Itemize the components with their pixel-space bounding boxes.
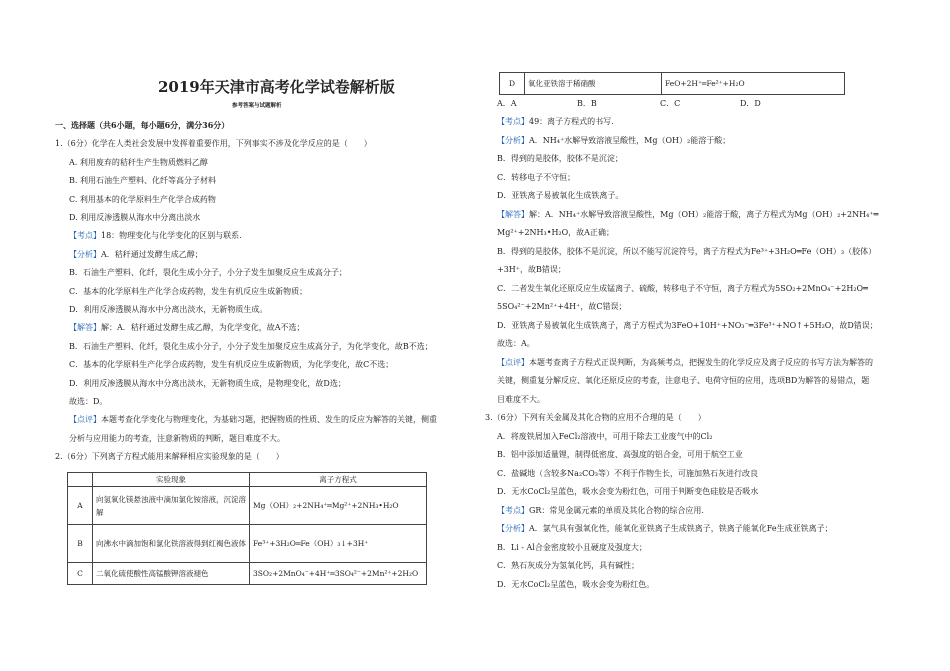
section-tag: 【考点】 bbox=[497, 117, 529, 126]
table-cell: 二氧化硫使酸性高锰酸钾溶液褪色 bbox=[93, 563, 250, 585]
text-line bbox=[497, 116, 614, 127]
line-text: 解：A．NH₄⁺水解导致溶液呈酸性，Mg（OH）₂能溶于酸，离子方程式为Mg（OH）₂+2NH₄⁺═ bbox=[529, 209, 879, 219]
line-text: 18：物理变化与化学变化的区别与联系. bbox=[101, 231, 242, 241]
table-cell: B bbox=[68, 525, 93, 563]
text-line bbox=[55, 138, 372, 149]
line-text: 49：离子方程式的书写. bbox=[529, 117, 614, 126]
line-text: 目难度不大。 bbox=[497, 394, 545, 404]
text-line bbox=[69, 359, 393, 370]
section-tag: 【分析】 bbox=[497, 524, 529, 533]
text-line bbox=[55, 120, 229, 131]
line-text: D．无水CoCl₂呈蓝色，吸水会变为粉红色。 bbox=[497, 579, 655, 589]
text-line bbox=[497, 320, 878, 331]
line-text: C．基本的化学原料生产化学合成药物，发生有机反应生成新物质； bbox=[69, 286, 308, 296]
table-row bbox=[68, 525, 427, 563]
text-line bbox=[69, 175, 216, 186]
line-text: C. 利用基本的化学原料生产化学合成药物 bbox=[69, 194, 216, 204]
line-text: C．二者发生氧化还原反应生成锰离子、硫酸，转移电子不守恒，离子方程式为5SO₂+2MnO₄⁻+2H₂O═ bbox=[497, 283, 868, 293]
table-cell: 氧化亚铁溶于稀硝酸 bbox=[525, 73, 662, 95]
text-line bbox=[497, 560, 639, 571]
section-tag: 【点评】 bbox=[69, 415, 101, 425]
line-text: 5SO₄²⁻+2Mn²⁺+4H⁺，故C错误； bbox=[497, 302, 627, 311]
table-cell: 3SO₂+2MnO₄⁻+4H⁺═3SO₄²⁻+2Mn²⁺+2H₂O bbox=[250, 563, 427, 585]
line-text: A．将废铁屑加入FeCl₂溶液中，可用于除去工业废气中的Cl₂ bbox=[497, 431, 713, 441]
table-row bbox=[68, 563, 427, 585]
section-tag: 【考点】 bbox=[497, 505, 529, 515]
line-text: D．亚铁离子易被氧化生成铁离子。 bbox=[497, 191, 624, 200]
line-text: D. 利用反渗透膜从海水中分离出淡水 bbox=[69, 213, 201, 222]
line-text: 故选：A。 bbox=[497, 339, 535, 348]
table-cell: A bbox=[68, 487, 93, 525]
text-line bbox=[497, 338, 535, 349]
line-text: D．无水CoCl₂呈蓝色，吸水会变为粉红色，可用于判断变色硅胶是否吸水 bbox=[497, 487, 759, 496]
line-text: 故选：D。 bbox=[69, 397, 108, 406]
text-line bbox=[497, 449, 743, 460]
text-line bbox=[69, 267, 347, 278]
line-text: 3.（6分）下列有关金属及其化合物的应用不合理的是（ ） bbox=[485, 413, 706, 422]
text-line bbox=[55, 451, 284, 462]
table-cell: Mg（OH）₂+2NH₄⁺═Mg²⁺+2NH₃•H₂O bbox=[250, 487, 427, 525]
text-line bbox=[497, 301, 626, 312]
text-line bbox=[497, 135, 730, 146]
text-line bbox=[69, 157, 208, 168]
table-cell: 向氢氧化镁悬浊液中滴加氯化铵溶液，沉淀溶解 bbox=[93, 487, 250, 525]
text-line bbox=[497, 264, 566, 275]
text-line bbox=[497, 486, 758, 497]
text-line bbox=[497, 209, 878, 220]
line-text: A．氯气具有强氧化性，能氧化亚铁离子生成铁离子，铁离子能氧化Fe生成亚铁离子； bbox=[529, 524, 833, 533]
line-text: 1.（6分）化学在人类社会发展中发挥着重要作用，下列事实不涉及化学反应的是（ ） bbox=[55, 139, 372, 149]
line-text: D．利用反渗透膜从海水中分离出淡水，无新物质生成。 bbox=[69, 305, 268, 314]
line-text: 解：A．秸秆通过发酵生成乙醇，为化学变化，故A不选； bbox=[101, 323, 305, 333]
text-line bbox=[497, 190, 623, 201]
line-text: C．熟石灰成分为氢氧化钙，具有碱性； bbox=[497, 561, 640, 570]
line-text: 本题考查离子方程式正误判断，为高频考点，把握发生的化学反应及离子反应的书写方法为解答的 bbox=[529, 357, 873, 367]
text-line bbox=[497, 394, 545, 405]
section-tag: 【解答】 bbox=[69, 323, 101, 333]
question2-table-continued bbox=[499, 72, 845, 95]
line-text: A．秸秆通过发酵生成乙醇； bbox=[101, 249, 203, 259]
answer-option: A．A bbox=[497, 99, 517, 108]
text-line bbox=[497, 357, 873, 368]
section-tag: 【解答】 bbox=[497, 209, 529, 219]
line-text: C．基本的化学原料生产化学合成药物，发生有机反应生成新物质，为化学变化，故C不选； bbox=[69, 360, 394, 370]
text-line bbox=[69, 286, 307, 297]
answer-option: C．C bbox=[660, 99, 681, 108]
table-cell: D bbox=[500, 73, 525, 95]
line-text: B．得到的是胶体，胶体不是沉淀； bbox=[497, 154, 623, 163]
text-line bbox=[485, 412, 706, 423]
text-line bbox=[497, 468, 758, 479]
text-line bbox=[497, 431, 712, 442]
text-line bbox=[497, 283, 868, 294]
text-line bbox=[69, 194, 216, 205]
text-line bbox=[69, 304, 267, 315]
line-text: B．铝中添加适量锂，制得低密度、高强度的铝合金，可用于航空工业 bbox=[497, 450, 743, 459]
text-line bbox=[69, 396, 107, 407]
section-tag: 【分析】 bbox=[497, 135, 529, 145]
text-line bbox=[497, 505, 704, 516]
line-text: Mg²⁺+2NH₃•H₂O，故A正确； bbox=[497, 228, 614, 237]
line-text: D．亚铁离子易被氧化生成铁离子，离子方程式为3FeO+10H⁺+NO₃⁻═3Fe³⁺+NO↑+5H₂O，故D错误； bbox=[497, 320, 878, 330]
answer-option: B．B bbox=[577, 99, 597, 108]
line-text: GR：常见金属元素的单质及其化合物的综合应用. bbox=[529, 505, 704, 515]
line-text: B．得到的是胶体，胶体不是沉淀，所以不能写沉淀符号，离子方程式为Fe³⁺+3H₂O═Fe（OH）₃（胶体） bbox=[497, 246, 877, 256]
text-line bbox=[497, 579, 654, 590]
table-header bbox=[68, 473, 93, 487]
text-line bbox=[69, 414, 437, 425]
line-text: C．转移电子不守恒； bbox=[497, 172, 576, 182]
line-text: 分析与应用能力的考查，注意新物质的判断，题目难度不大。 bbox=[69, 433, 285, 443]
page-subtitle: 参考答案与试题解析 bbox=[232, 103, 282, 109]
line-text: +3H⁺，故B错误； bbox=[497, 265, 566, 274]
text-line bbox=[497, 542, 647, 553]
line-text: 本题考查化学变化与物理变化，为基础习题，把握物质的性质、发生的反应为解答的关键，侧重 bbox=[101, 415, 437, 425]
text-line bbox=[69, 212, 200, 223]
line-text: B．石油生产塑料、化纤，裂化生成小分子，小分子发生加聚反应生成高分子； bbox=[69, 268, 347, 278]
line-text: 2.（6分）下列离子方程式能用来解释相应实验现象的是（ ） bbox=[55, 452, 284, 462]
line-text: B．石油生产塑料、化纤，裂化生成小分子，小分子发生加聚反应生成高分子，为化学变化，故B不选； bbox=[69, 341, 433, 351]
text-line bbox=[69, 378, 346, 389]
table-cell: Fe³⁺+3H₂O═Fe（OH）₃↓+3H⁺ bbox=[250, 525, 427, 563]
text-line bbox=[497, 375, 869, 386]
section-tag: 【考点】 bbox=[69, 231, 101, 241]
line-text: 关键，侧重复分解反应、氧化还原反应的考查，注意电子、电荷守恒的应用，选项BD为解答的易错点，题 bbox=[497, 376, 870, 385]
line-text: C．盐碱地（含较多Na₂CO₃等）不利于作物生长，可施加熟石灰进行改良 bbox=[497, 468, 758, 478]
answer-option: D．D bbox=[740, 99, 761, 108]
text-line bbox=[497, 227, 614, 238]
line-text: A. 利用废弃的秸秆生产生物质燃料乙醇 bbox=[69, 157, 208, 167]
text-line bbox=[69, 433, 285, 444]
line-text: 一、选择题（共6小题，每小题6分，满分36分） bbox=[55, 120, 230, 130]
text-line bbox=[497, 523, 833, 534]
line-text: A．NH₄⁺水解导致溶液呈酸性，Mg（OH）₂能溶于酸； bbox=[529, 135, 731, 145]
page-title: 2019年天津市高考化学试卷解析版 bbox=[158, 78, 395, 96]
text-line bbox=[69, 322, 305, 333]
text-line bbox=[497, 246, 876, 257]
table-header: 离子方程式 bbox=[250, 473, 427, 487]
table-header: 实验现象 bbox=[93, 473, 250, 487]
table-cell: C bbox=[68, 563, 93, 585]
table-cell: FeO+2H⁺═Fe²⁺+H₂O bbox=[662, 73, 845, 95]
line-text: B．Li - Al合金密度较小且硬度及强度大； bbox=[497, 542, 647, 552]
table-cell: 向沸水中滴加饱和氯化铁溶液得到红褐色液体 bbox=[93, 525, 250, 563]
text-line bbox=[69, 249, 203, 260]
section-tag: 【分析】 bbox=[69, 249, 101, 259]
line-text: B. 利用石油生产塑料、化纤等高分子材料 bbox=[69, 176, 216, 186]
table-header-row bbox=[68, 473, 427, 487]
question2-table bbox=[67, 472, 427, 585]
text-line bbox=[497, 153, 623, 164]
text-line bbox=[497, 172, 575, 183]
line-text: D．利用反渗透膜从海水中分离出淡水，无新物质生成，是物理变化，故D选； bbox=[69, 378, 346, 388]
section-tag: 【点评】 bbox=[497, 357, 529, 367]
table-row bbox=[500, 73, 845, 95]
text-line bbox=[69, 230, 242, 241]
table-row bbox=[68, 487, 427, 525]
text-line bbox=[69, 341, 433, 352]
